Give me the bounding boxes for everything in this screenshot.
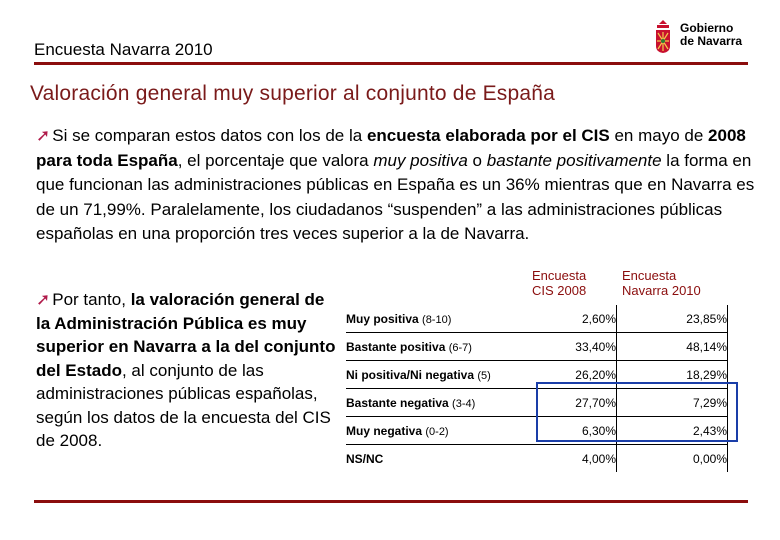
row-label bbox=[346, 417, 532, 445]
header-divider bbox=[34, 62, 748, 65]
bullet1-text-5: la forma en que funcionan las administraciones públicas en España es un 36% mientras que en Navarra es de un 71,99%. Paralelamente, los ciudadanos “suspenden” a las administraciones públicas españolas en una proporción tres veces superior a la de Navarra. bbox=[36, 150, 755, 243]
table-row bbox=[346, 445, 728, 473]
bullet1-bold-cis: encuesta elaborada por el CIS bbox=[366, 126, 610, 145]
bullet1-text-2: en mayo de bbox=[609, 126, 709, 145]
arrow-bullet-icon: ➚ bbox=[36, 126, 51, 145]
row-label bbox=[346, 333, 532, 361]
logo-line1: Gobierno bbox=[680, 21, 734, 35]
column-header-navarra-line2: Navarra 2010 bbox=[622, 283, 701, 298]
gobierno-navarra-logo bbox=[652, 16, 752, 60]
bullet1-italic-2: bastante positivamente bbox=[486, 150, 662, 170]
row-range: (0-2) bbox=[425, 425, 449, 438]
row-range: (6-7) bbox=[448, 341, 472, 354]
logo-line2: de Navarra bbox=[680, 34, 743, 48]
table-row bbox=[346, 333, 728, 361]
cis-value: 2,60% bbox=[532, 305, 617, 333]
cis-value: 26,20% bbox=[532, 361, 617, 389]
bullet1-text-1: Si se comparan estos datos con los de la bbox=[52, 126, 367, 145]
bullet1-text-3: , el porcentaje que valora bbox=[177, 150, 374, 170]
bullet-paragraph-2 bbox=[36, 288, 336, 453]
row-label bbox=[346, 445, 532, 473]
row-label bbox=[346, 305, 532, 333]
cis-value: 6,30% bbox=[532, 417, 617, 445]
navarra-value: 0,00% bbox=[617, 445, 728, 473]
bullet1-text-4: o bbox=[467, 150, 487, 170]
bullet2-text-2: , al conjunto de las administraciones públicas españolas, según los datos de la encuesta del CIS de 2008. bbox=[36, 360, 331, 450]
row-range: (8-10) bbox=[422, 313, 452, 326]
row-range: (3-4) bbox=[452, 397, 476, 410]
footer-divider bbox=[34, 500, 748, 503]
column-header-navarra bbox=[622, 268, 701, 298]
cis-value: 4,00% bbox=[532, 445, 617, 473]
navarra-value: 18,29% bbox=[617, 361, 728, 389]
negative-highlight-box bbox=[536, 382, 738, 442]
arrow-bullet-icon: ➚ bbox=[36, 290, 51, 309]
cis-value: 33,40% bbox=[532, 333, 617, 361]
row-label-text: Bastante negativa bbox=[346, 395, 449, 410]
bullet2-text-1: Por tanto, bbox=[52, 290, 131, 309]
cis-value: 27,70% bbox=[532, 389, 617, 417]
header-title: Encuesta Navarra 2010 bbox=[34, 40, 213, 59]
row-label-text: Ni positiva/Ni negativa bbox=[346, 367, 475, 382]
bullet1-italic-1: muy positiva bbox=[373, 150, 468, 170]
navarra-value: 23,85% bbox=[617, 305, 728, 333]
row-label-text: NS/NC bbox=[346, 451, 384, 466]
navarra-shield-icon bbox=[654, 20, 672, 54]
bullet1-bold-espana: 2008 para toda España bbox=[36, 126, 746, 170]
table-row bbox=[346, 305, 728, 333]
column-header-cis-line2: CIS 2008 bbox=[532, 283, 587, 298]
row-label bbox=[346, 361, 532, 389]
row-label-text: Bastante positiva bbox=[346, 339, 446, 354]
column-header-navarra-line1: Encuesta bbox=[622, 268, 677, 283]
bullet-paragraph-1 bbox=[36, 124, 760, 247]
column-header-cis bbox=[532, 268, 586, 298]
navarra-value: 2,43% bbox=[617, 417, 728, 445]
navarra-value: 48,14% bbox=[617, 333, 728, 361]
column-header-cis-line1: Encuesta bbox=[532, 268, 587, 283]
row-label-text: Muy positiva bbox=[346, 311, 419, 326]
navarra-value: 7,29% bbox=[617, 389, 728, 417]
row-range: (5) bbox=[477, 369, 491, 382]
row-label bbox=[346, 389, 532, 417]
slide-subtitle: Valoración general muy superior al conjunto de España bbox=[30, 82, 556, 105]
row-label-text: Muy negativa bbox=[346, 423, 423, 438]
bullet2-bold: la valoración general de la Administración Pública es muy superior en Navarra a la del conjunto del Estado bbox=[36, 290, 336, 380]
